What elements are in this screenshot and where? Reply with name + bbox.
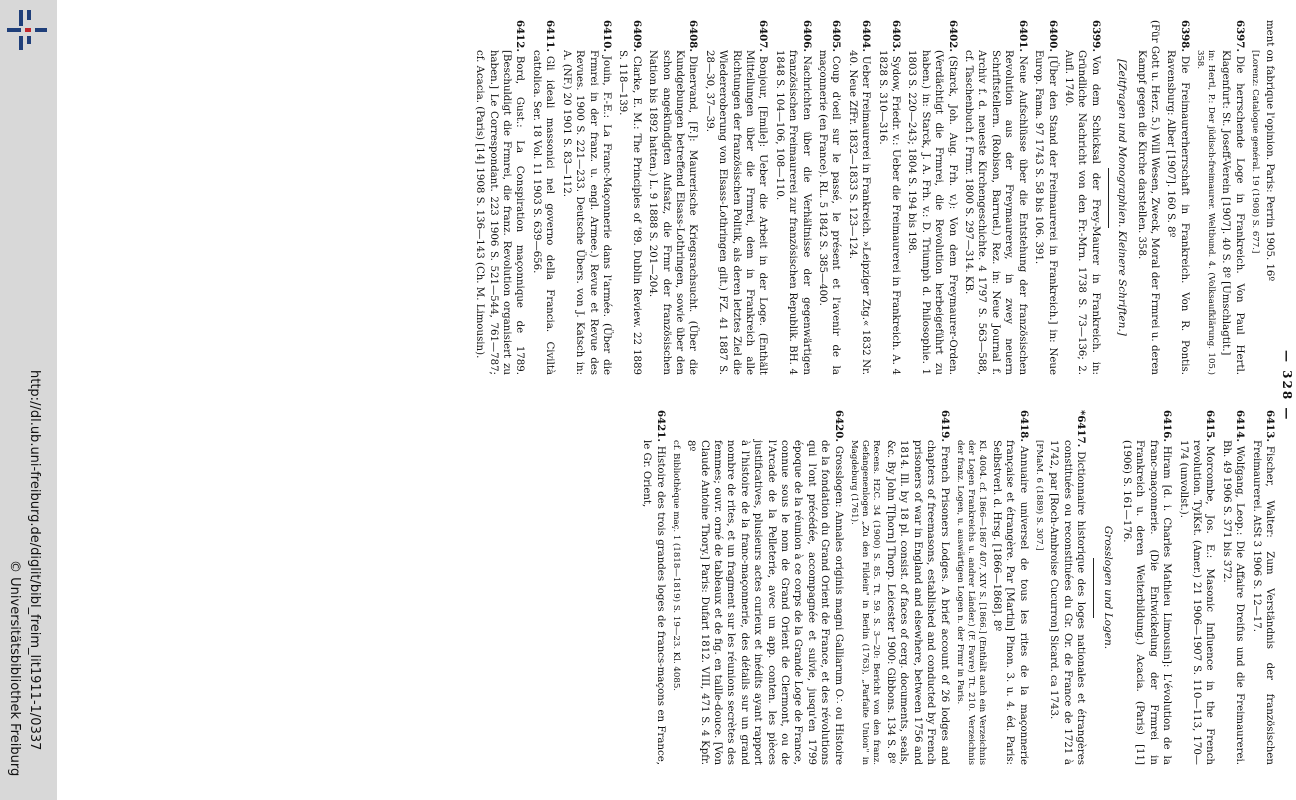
page-number: — 328 —: [1280, 350, 1294, 422]
entry-number: 6404.: [860, 20, 873, 52]
entry-text: (Für Gott u. Herz. 5.) Will Wesen, Zweck, Moral der Frmrei u. deren Kampf gegen die Kirche darstellen. 358.: [1135, 20, 1160, 375]
page-url[interactable]: http://dl.ub.uni-freiburg.de/diglit/bibl_freim_lit1911-1/0337: [27, 370, 42, 751]
entry-text: ment on fabrique l'opinion. Paris: Perrin 1905. 16º: [1264, 20, 1275, 282]
bibliography-entry: [1249, 410, 1276, 765]
entry-number: 6420.: [832, 410, 845, 442]
entry-number: 6403.: [890, 20, 903, 52]
bibliography-entry: [473, 20, 527, 375]
bibliography-entry: [646, 20, 700, 375]
bibliography-entry: [1263, 20, 1276, 375]
entry-number: 6412.: [514, 20, 527, 52]
bibliography-entry: [616, 20, 643, 375]
entry-number: 6421.: [654, 410, 667, 442]
viewer-sidebar: [0, 0, 57, 800]
entry-number: 6406.: [800, 20, 813, 52]
entry-number: 6400.: [1046, 20, 1059, 52]
entry-number: 6414.: [1234, 410, 1247, 442]
entry-text: Bonjour, [Emile]: Ueber die Arbeit in der Loge. (Enthält Mitteilungen über die Frmrei, dem in Frankreich alle Richtungen der französischen Politik, als deren letztes Ziel die Wiedereroberung von Elsass-Lothringen gilt.) FZ. 41 1887 S. 28—30, 37—39.: [703, 50, 769, 375]
bibliography-entry: [884, 410, 951, 765]
bibliography-entry: [1032, 20, 1059, 375]
entry-text: Fischer, Walter: Zum Verständnis der französischen Freimaurerei. AtSt 3 1906 S. 12—17.: [1250, 440, 1275, 765]
entry-text: Die herrschende Loge in Frankreich. Von Paul Hertl. Klagenfurt: St. Joseff-Verein [1907]. 40 S. 8º [Umschlagtit.]: [1220, 50, 1245, 375]
bibliography-entry: [990, 410, 1030, 765]
bibliography-entry: [1164, 20, 1191, 375]
library-logo-icon[interactable]: [5, 8, 49, 52]
entry-text: Morcombe, Jos. E.: Masonic Influence in the French revolution. TylKst. (Amer.) 21 1906—1907 S. 110—113, 170—174 (unvollst.).: [1177, 440, 1216, 765]
entry-text: Von dem Schicksal der Frey-Maurer in Frankreich. in: Gründliche Nachricht von den Fr.-Mrn. 1738 S. 73—136; 2. Aufl. 1740.: [1062, 50, 1101, 375]
bibliography-entry: [772, 20, 812, 375]
entry-number: 6418.: [1017, 410, 1030, 442]
entry-text: Bord, Gust.: La Conspiration maçonnique de 1789. [Beschuldigt die Frmrei, die franz. Revolution organisiert zu haben.] Le Correspondant. 223 1906 S. 521—544, 761—787; cf. Acacia. (Paris) [14] 1908 S. 136—143 (Ch. M. Limousin).: [474, 50, 526, 375]
divider: [1108, 168, 1109, 228]
divider: [1093, 558, 1094, 618]
entry-text: (Starck, Joh. Aug. Frh. v.): Von dem Freymaurer-Orden. (Verdächtigt die Frmrei, die Revolution herbeigeführt zu haben.) in: Starck, J. A. Frh. v.: D. Triumph d. Philosophie. 1 1803 S. 220—243; 1804 S. 194 bis 198.: [906, 50, 958, 375]
entry-text: Grosslogen: Annales originis magni Galliarum O∴ ou Histoire de la fondation du Grand Orient de France, et des révolutions qui l'ont précédée, accompagnée et suivie, jusqu'en 1799 époque de la réunion à ce corps de la Grande Loge de France, connue sous le nom de Grand Orient de Clermont, ou de l'Arcade de la Pelleterie, avec un app. conten. les pièces justificatives, plusieurs actes curieux et inédits ayant rapport à l'histoire de la franc-maçonnerie, des détails sur un grand nombre de rites, et un fragment sur les réunions secrètes des femmes; ouvr. orné de tableaux et de fig. en taille-douce. [Von Claude Antoine Thory.] Paris: Dufart 1812. VIII, 471 S. 4 Kpfr. 8º: [685, 440, 844, 765]
section-heading: [Zeitfragen und Monographien. Kleinere Schriften.]: [1116, 59, 1129, 336]
section-heading: Grosslogen und Logen.: [1101, 525, 1114, 650]
entry-number: 6397.: [1233, 20, 1246, 52]
entry-number: 6407.: [757, 20, 770, 52]
bibliography-entry: [1219, 410, 1246, 765]
bibliography-entry: [1047, 410, 1087, 765]
entry-note: cf. Bibliothèque maç. 1 (1818—1819) S. 19—23. Kl. 4085.: [670, 440, 681, 692]
entry-note: [Lorenz: Catalogue genéral. 19 (1908) S. 677.]: [1249, 50, 1260, 254]
bibliography-entry: [702, 20, 769, 375]
entry-text: Nachrichten über die Verhältnisse der gegenwärtigen französischen Freimaurerei zur französischen Republik. BH. 4 1848 S. 104—106, 108—110.: [773, 50, 812, 375]
entry-note: Recens. H2C. 34 (1900) S. 85. Tt. 59. S. 3—20: Bericht von den franz. Gefangenenlogen „Zu den Fildein" in Berlin (1763), „Parfaite Union" in Magdeburg (1761).: [848, 440, 881, 765]
bibliography-entry: [905, 20, 959, 375]
bibliography-entry: [875, 20, 902, 375]
entry-text: French Prisoners Lodges. A brief account of 26 lodges and chapters of freemasons, established and conducted by French prisoners of war in England and elsewhere, between 1756 and 1814. Ill. by 18 pl. consist. of faces of cerg. documents, seals, &c. By John T[horn] Thorp. Leicester 1900: Gibbons. 134 S. 8º: [885, 440, 950, 765]
entry-number: 6415.: [1204, 410, 1217, 442]
entry-text: Wolfgang, Leop.: Die Affaire Dreifus und die Freimaurerei. Bh. 49 1906 S. 371 bis 372.: [1220, 440, 1246, 765]
entry-text: Histoire des trois grandes loges de francs-maçons en France, le Gr. Orient,: [641, 440, 666, 765]
bibliography-entry: [1134, 20, 1161, 375]
right-column: [637, 410, 1276, 765]
entry-text: Sydow, Friedr. v.: Ueber die Freimaurerei in Frankreich. A. 4 1828 S. 310—316.: [876, 50, 902, 375]
entry-text: Clarke, E. M.: The Principles of '89. Dublin Review. 22 1889 S. 118—139.: [617, 50, 642, 375]
entry-text: Neue Aufschlüsse über die Entstehung der französischen Revolution aus der Freymaurerey, in zwey neuern Schriftstellern. (Robison, Barruel.) Rez. in: Neue Journal f. Archiv f. d. neueste Kirchengeschichte. 4 1797 S. 563—588, cf. Taschenbuch f. Frmr. 1800 S. 297—314. KB.: [963, 50, 1028, 375]
entry-text: [Über den Stand der Freimaurerei in Frankreich.] in: Neue Europ. Fama. 97 1743 S. 58 bis 106. 391.: [1033, 50, 1058, 375]
entry-number: 6410.: [600, 20, 613, 52]
entry-text: Jouin, F.-E.: La Franc-Maçonnerie dans l'armée. (Über die Frmrei in der franz. u. engl. Armee.) Revue et Revue des Revues. 1900 S. 221—233. Deutsche Übers. von J. Katsch in: A. (NF.) 20 1901 S. 83—112.: [560, 50, 612, 375]
bibliography-entry: [962, 20, 1029, 375]
bibliography-entry: [559, 20, 613, 375]
entry-text: Ueber Freimaurerei in Frankreich. »Leipziger Ztg.« 1832 Nr. 40. Neue ZfFr. 1832—1833 S. 123—124.: [846, 50, 872, 375]
bibliography-entry: [684, 410, 845, 765]
scanned-page: [57, 0, 1296, 800]
entry-number: *6417.: [1075, 410, 1088, 448]
bibliography-entry: [1120, 410, 1174, 765]
entry-number: 6405.: [830, 20, 843, 52]
copyright-notice: © Universitätsbibliothek Freiburg: [7, 560, 22, 777]
bibliography-entry: [816, 20, 843, 375]
entry-note: [FMaM. 6 (1889) S. 307.]: [1033, 440, 1044, 551]
entry-number: 6416.: [1161, 410, 1174, 442]
entry-number: 6419.: [938, 410, 951, 442]
bibliography-entry: [1062, 20, 1102, 375]
entry-text: Annuaire universel de tous les rites de la maçonnerie française et étrangère. Par [Martin] Pinon. 3. u. 4. éd. Paris: Selbstverl. d. Hrsg. [1866—1868]. 8º: [991, 440, 1029, 765]
entry-text: Dictionnaire historique des loges nationales et étrangères constituées ou reconstituées du Gr. Or. de France de 1721 à 1742, par [Roch-Ambroise Cucurron] Sicard. ca 1743.: [1048, 440, 1087, 765]
entry-text: Dinervand, [F.]: Maurerische Kriegsrachsucht. (Über die Kundgebungen betreffend Elsass-Lothringen, sowie über den schon angekündigten Aufsatz, die Frmr der französischen Nation bis 1892 hatten.) L. 9 1888 S. 201—204.: [647, 50, 699, 375]
entry-text: Hiram [d. i. Charles Mathieu Limousin]: L'évolution de la franc-maçonnerie. (Die Entwickelung der Frmrei in Frankreich u. deren Weiterbildung.) Acacia. (Paris) [11] (1906) S. 161—176.: [1120, 440, 1173, 765]
bibliography-entry: [530, 20, 557, 375]
bibliography-entry: [845, 20, 872, 375]
entry-text: Die Freimaurerherrschaft in Frankreich. Von R. Pontis. Ravensburg: Alber [1907]. 160 S. 8º: [1165, 50, 1190, 375]
entry-number: 6408.: [687, 20, 700, 52]
entry-number: 6399.: [1089, 20, 1102, 52]
entry-number: 6409.: [630, 20, 643, 52]
entry-number: 6413.: [1264, 410, 1276, 442]
entry-number: 6398.: [1178, 20, 1191, 52]
bibliography-entry: [1219, 20, 1246, 375]
entry-number: 6402.: [946, 20, 959, 52]
entry-note: in: Hertl, P.: Der jüdisch-freimaurer. Weltbund. 4. (Volksaufklärung. 105.) 358.: [1194, 50, 1216, 375]
entry-note: Kl. 4004. cf. 1866—1867 407, XIV S. [1866.] (Enthält auch ein Verzeichnis der Logen Frankreichs u. andrer Länder.) (F. Favre) Tt. 210. Verzeichnis der franz. Logen, u. auswärtigen Logen n. der Frmr in Paris.: [954, 440, 987, 765]
bibliography-entry: [640, 410, 667, 765]
entry-text: Gli ideali massonici nel governo della Francia. Civiltà cattolica. Ser. 18 Vol. 11 1903 S. 639—656.: [530, 50, 556, 375]
entry-number: 6411.: [544, 20, 557, 52]
entry-number: 6401.: [1016, 20, 1029, 52]
entry-text: Coup d'oeil sur le passé, le présent et l'avenir de la maçonnerie (en France). RL. 5 1842 S. 385—400.: [817, 50, 842, 375]
bibliography-entry: [1176, 410, 1216, 765]
left-column: [470, 20, 1276, 375]
rotated-page-content: [57, 0, 1296, 800]
